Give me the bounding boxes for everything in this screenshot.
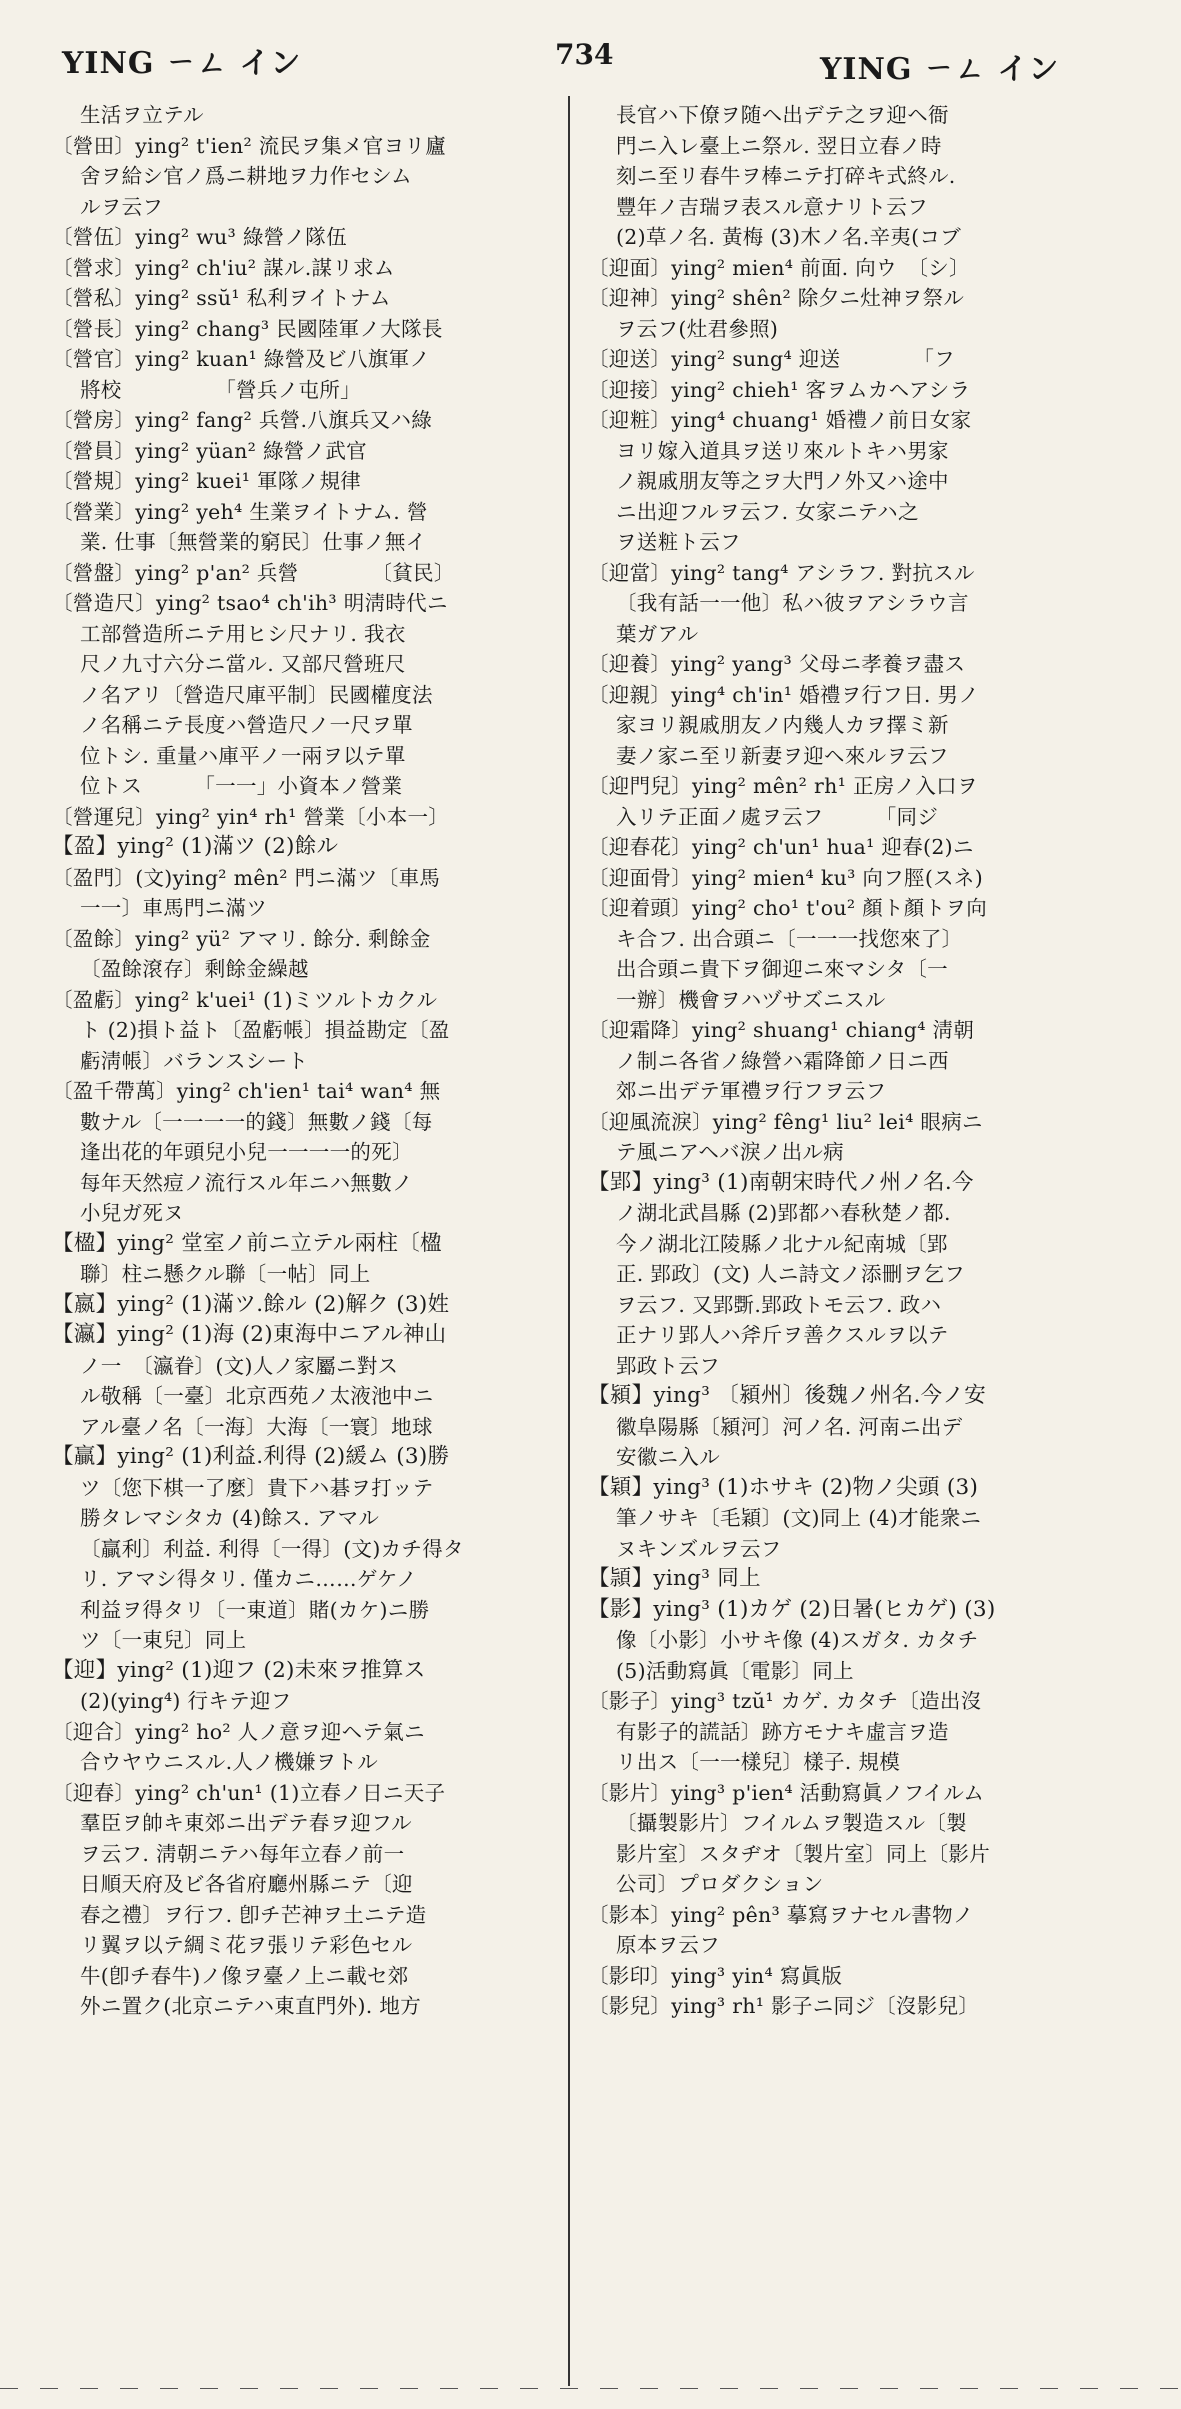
entry-line: 〔迎春花〕ying² ch'un¹ hua¹ 迎春(2)ニ (588, 835, 974, 859)
entry-continuation-line: 公司〕プロダクション (616, 1872, 824, 1896)
entry-line: 〔迎霜降〕ying² shuang¹ chiang⁴ 淸朝 (588, 1018, 975, 1042)
entry-line: 〔盈虧〕ying² k'uei¹ (1)ミツルトカクル (52, 987, 438, 1012)
entry-continuation-line: 尺ノ九寸六分ニ當ル. 又部尺營班尺 (80, 652, 406, 676)
entry-continuation-line: 數ナル〔一一一一的錢〕無數ノ錢〔每 (80, 1109, 433, 1134)
entry-continuation-line: 小兒ガ死ヌ (80, 1201, 184, 1225)
head-entry-line: 【頴】ying³ 同上 (588, 1566, 761, 1591)
entry-continuation-line: ヲ云フ. 又郢斲.郢政トモ云フ. 政ハ (616, 1292, 942, 1317)
page-header (0, 38, 1181, 94)
entry-continuation-line: ヌキンズルヲ云フ (616, 1536, 782, 1561)
entry-continuation-line: 〔我有話一一他〕私ハ彼ヲアシラウ言 (616, 591, 969, 615)
entry-line: 〔營官〕ying² kuan¹ 綠營及ビ八旗軍ノ (52, 347, 431, 371)
entry-continuation-line: ノ一 〔瀛眷〕(文)人ノ家屬ニ對ス (80, 1353, 399, 1378)
entry-continuation-line: 勝タレマシタカ (4)餘ス. アマル (80, 1506, 380, 1530)
entry-continuation-line: 每年天然痘ノ流行スル年ニハ無數ノ (80, 1170, 413, 1195)
entry-continuation-line: 生活ヲ立テル (80, 103, 204, 127)
entry-line: 〔影子〕ying³ tzŭ¹ カゲ. カタチ〔造出沒 (588, 1689, 982, 1713)
entry-continuation-line: 業. 仕事〔無營業的窮民〕仕事ノ無イ (80, 530, 427, 554)
entry-continuation-line: 〔盈餘滾存〕剩餘金繰越 (80, 957, 309, 981)
entry-continuation-line: (2)(ying⁴) 行キテ迎フ (80, 1689, 292, 1713)
entry-line: 〔迎神〕ying² shên² 除夕ニ灶神ヲ祭ル (588, 286, 965, 310)
entry-continuation-line: 外ニ置ク(北京ニテハ東直門外). 地方 (80, 1994, 421, 2018)
entry-line: 〔影兒〕ying³ rh¹ 影子ニ同ジ〔沒影兒〕 (588, 1994, 980, 2018)
entry-continuation-line: ヨリ嫁入道具ヲ送リ來ルトキハ男家 (616, 438, 949, 463)
entry-continuation-line: ノ名アリ〔營造尺庫平制〕民國權度法 (80, 682, 433, 707)
entry-line: 〔盈千帶萬〕ying² ch'ien¹ tai⁴ wan⁴ 無 (52, 1079, 441, 1103)
entry-line: 〔營運兒〕ying² yin⁴ rh¹ 營業〔小本一〕 (52, 804, 450, 829)
head-entry-line: 【盈】ying² (1)滿ツ (2)餘ル (52, 834, 339, 859)
entry-continuation-line: ノ親戚朋友等之ヲ大門ノ外又ハ途中 (616, 469, 949, 493)
entry-line: 〔迎門兒〕ying² mên² rh¹ 正房ノ入口ヲ (588, 774, 978, 798)
entry-continuation-line: 利益ヲ得タリ〔一東道〕賭(カケ)ニ勝 (80, 1597, 430, 1622)
entry-continuation-line: テ風ニアヘバ淚ノ出ル病 (616, 1140, 844, 1164)
entry-continuation-line: 舍ヲ給シ官ノ爲ニ耕地ヲ力作セシム (80, 164, 412, 188)
entry-continuation-line: 徽阜陽縣〔潁河〕河ノ名. 河南ニ出デ (616, 1414, 963, 1439)
entry-continuation-line: 正ナリ郢人ハ斧斤ヲ善クスルヲ以テ (616, 1323, 949, 1347)
right-column (588, 100, 1108, 2390)
entry-continuation-line: 〔贏利〕利益. 利得〔一得〕(文)カチ得タ (80, 1536, 464, 1561)
entry-line: 〔迎親〕ying⁴ ch'in¹ 婚禮ヲ行フ日. 男ノ (588, 682, 980, 707)
entry-continuation-line: ノ名稱ニテ長度ハ營造尺ノ一尺ヲ單 (80, 713, 413, 737)
entry-line: 〔迎風流淚〕ying² fêng¹ liu² lei⁴ 眼病ニ (588, 1109, 983, 1134)
entry-line: 〔營私〕ying² ssŭ¹ 私利ヲイトナム (52, 286, 391, 310)
entry-line: 〔營田〕ying² t'ien² 流民ヲ集メ官ヨリ廬 (52, 133, 446, 158)
entry-line: 〔迎春〕ying² ch'un¹ (1)立春ノ日ニ天子 (52, 1780, 446, 1805)
entry-line: 〔迎接〕ying² chieh¹ 客ヲムカヘアシラ (588, 377, 971, 402)
entry-line: 〔營盤〕ying² p'an² 兵營 〔貧民〕 (52, 560, 455, 585)
entry-continuation-line: 將校 「營兵ノ屯所」 (80, 377, 361, 402)
entry-continuation-line: 郢政ト云フ (616, 1353, 720, 1378)
entry-continuation-line: 豐年ノ吉瑞ヲ表スル意ナリト云フ (616, 194, 928, 219)
entry-continuation-line: 正. 郢政〕(文) 人ニ詩文ノ添刪ヲ乞フ (616, 1262, 966, 1286)
entry-continuation-line: 合ウヤウニスル.人ノ機嫌ヲトル (80, 1750, 379, 1774)
entry-line: 〔迎送〕ying² sung⁴ 迎送 「フ (588, 347, 955, 371)
head-entry-line: 【贏】ying² (1)利益.利得 (2)緩ム (3)勝 (52, 1444, 450, 1469)
entry-continuation-line: 日順天府及ビ各省府廳州縣ニテ〔迎 (80, 1872, 413, 1896)
running-head-right: YING ㄧㄥ イン (820, 52, 1060, 87)
entry-continuation-line: 位トス 「一一」小資本ノ營業 (80, 774, 403, 798)
entry-continuation-line: 逢出花的年頭兒小兒一一一一的死〕 (80, 1140, 413, 1164)
head-entry-line: 【潁】ying³ 〔潁州〕後魏ノ州名.今ノ安 (588, 1383, 987, 1408)
entry-line: 〔盈門〕(文)ying² mên² 門ニ滿ツ〔車馬 (52, 865, 441, 890)
entry-line: 〔營員〕ying² yüan² 綠營ノ武官 (52, 438, 367, 463)
entry-continuation-line: (2)草ノ名. 黃梅 (3)木ノ名.辛夷(コブ (616, 225, 962, 249)
entry-line: 〔迎面骨〕ying² mien⁴ ku³ 向フ脛(スネ) (588, 865, 984, 890)
entry-continuation-line: ノ湖北武昌縣 (2)郢都ハ春秋楚ノ都. (616, 1201, 951, 1225)
entry-continuation-line: リ. アマシ得タリ. 僅カニ……ゲケノ (80, 1567, 418, 1591)
page-number: 734 (555, 38, 614, 71)
entry-continuation-line: 門ニ入レ臺上ニ祭ル. 翌日立春ノ時 (616, 133, 942, 158)
entry-continuation-line: 出合頭ニ貴下ヲ御迎ニ來マシタ〔一 (616, 957, 948, 981)
column-divider (568, 96, 570, 2386)
entry-continuation-line: 〔攝製影片〕フイルムヲ製造スル〔製 (616, 1811, 967, 1835)
entry-continuation-line: 家ヨリ親戚朋友ノ内幾人カヲ擇ミ新 (616, 713, 949, 737)
head-entry-line: 【影】ying³ (1)カゲ (2)日暑(ヒカゲ) (3) (588, 1596, 996, 1622)
entry-line: 〔迎粧〕ying⁴ chuang¹ 婚禮ノ前日女家 (588, 408, 972, 432)
entry-continuation-line: ツ〔您下棋一了麼〕貴下ハ碁ヲ打ッテ (80, 1475, 434, 1500)
entry-continuation-line: リ出ス〔一一樣兒〕樣子. 規模 (616, 1750, 901, 1774)
entry-continuation-line: 郊ニ出デテ軍禮ヲ行フヲ云フ (616, 1079, 887, 1103)
entry-line: 〔營長〕ying² chang³ 民國陸軍ノ大隊長 (52, 316, 443, 341)
entry-continuation-line: 虧淸帳〕バランスシート (80, 1048, 309, 1073)
entry-continuation-line: キ合フ. 出合頭ニ〔一一一找您來了〕 (616, 926, 963, 951)
entry-continuation-line: リ翼ヲ以テ綢ミ花ヲ張リテ彩色セル (80, 1933, 413, 1957)
entry-line: 〔營規〕ying² kuei¹ 軍隊ノ規律 (52, 469, 362, 493)
entry-continuation-line: ル敬稱〔一臺〕北京西苑ノ太液池中ニ (80, 1384, 434, 1408)
entry-continuation-line: ヲ送粧ト云フ (616, 530, 741, 554)
entry-line: 〔迎合〕ying² ho² 人ノ意ヲ迎ヘテ氣ニ (52, 1719, 425, 1744)
entry-continuation-line: ヲ云フ. 淸朝ニテハ每年立春ノ前一 (80, 1841, 405, 1866)
head-entry-line: 【嬴】ying² (1)滿ツ.餘ル (2)解ク (3)姓 (52, 1291, 450, 1317)
entry-continuation-line: 安徽ニ入ル (616, 1445, 720, 1469)
entry-continuation-line: 葉ガアル (616, 621, 699, 646)
entry-continuation-line: ニ出迎フルヲ云フ. 女家ニテハ之 (616, 499, 919, 524)
head-entry-line: 【迎】ying² (1)迎フ (2)未來ヲ推算ス (52, 1657, 426, 1683)
entry-continuation-line: ツ〔一東兒〕同上 (80, 1628, 247, 1652)
entry-continuation-line: ヲ云フ(灶君參照) (616, 316, 779, 341)
entry-continuation-line: 位トシ. 重量ハ庫平ノ一兩ヲ以テ單 (80, 743, 406, 768)
head-entry-line: 【瀛】ying² (1)海 (2)東海中ニアル神山 (52, 1322, 447, 1347)
entry-continuation-line: 聯〕柱ニ懸クル聯〔一帖〕同上 (80, 1262, 371, 1286)
entry-continuation-line: (5)活動寫眞〔電影〕同上 (616, 1658, 854, 1683)
entry-line: 〔營伍〕ying² wu³ 綠營ノ隊伍 (52, 225, 347, 249)
entry-continuation-line: 今ノ湖北江陵縣ノ北ナル紀南城〔郢 (616, 1231, 948, 1256)
entry-continuation-line: 長官ハ下僚ヲ随ヘ出デテ之ヲ迎ヘ衙 (616, 103, 949, 127)
entry-continuation-line: 春之禮〕ヲ行フ. 卽チ芒神ヲ土ニテ造 (80, 1902, 427, 1927)
entry-continuation-line: 有影子的謊話〕跡方モナキ虛言ヲ造 (616, 1719, 949, 1744)
entry-continuation-line: 羣臣ヲ帥キ東郊ニ出デテ春ヲ迎フル (80, 1811, 412, 1835)
left-column (52, 100, 552, 2390)
bottom-rule (0, 2388, 1181, 2389)
entry-continuation-line: 刻ニ至リ春牛ヲ棒ニテ打碎キ式終ル. (616, 164, 956, 188)
running-head-left: YING ㄧㄥ イン (62, 46, 302, 81)
entry-continuation-line: 像〔小影〕小サキ像 (4)スガタ. カタチ (616, 1628, 979, 1652)
entry-line: 〔影本〕ying² pên³ 摹寫ヲナセル書物ノ (588, 1902, 974, 1927)
entry-continuation-line: 工部營造所ニテ用ヒシ尺ナリ. 我衣 (80, 621, 406, 646)
entry-line: 〔盈餘〕ying² yü² アマリ. 餘分. 剩餘金 (52, 926, 431, 951)
head-entry-line: 【楹】ying² 堂室ノ前ニ立テル兩柱〔楹 (52, 1230, 442, 1256)
entry-continuation-line: ノ制ニ各省ノ綠營ハ霜降節ノ日ニ西 (616, 1048, 949, 1073)
entry-continuation-line: 牛(卽チ春牛)ノ像ヲ臺ノ上ニ載セ郊 (80, 1963, 409, 1988)
entry-line: 〔營房〕ying² fang² 兵營.八旗兵又ハ綠 (52, 408, 433, 432)
head-entry-line: 【郢】ying³ (1)南朝宋時代ノ州ノ名.今 (588, 1169, 974, 1195)
entry-continuation-line: 入リテ正面ノ處ヲ云フ 「同ジ (616, 804, 939, 829)
entry-line: 〔迎當〕ying² tang⁴ アシラフ. 對抗スル (588, 560, 975, 585)
entry-continuation-line: 原本ヲ云フ (616, 1933, 720, 1957)
entry-line: 〔影印〕ying³ yin⁴ 寫眞版 (588, 1963, 843, 1988)
head-entry-line: 【穎】ying³ (1)ホサキ (2)物ノ尖頭 (3) (588, 1474, 979, 1500)
entry-continuation-line: ト (2)損ト益ト〔盈虧帳〕損益勘定〔盈 (80, 1018, 450, 1042)
entry-continuation-line: 一一〕車馬門ニ滿ツ (80, 896, 268, 920)
entry-line: 〔影片〕ying³ p'ien⁴ 活動寫眞ノフイルム (588, 1780, 985, 1805)
entry-continuation-line: アル臺ノ名〔一海〕大海〔一寰〕地球 (80, 1414, 433, 1439)
entry-line: 〔迎養〕ying² yang³ 父母ニ孝養ヲ盡ス (588, 652, 966, 676)
entry-continuation-line: 影片室〕スタヂオ〔製片室〕同上〔影片 (616, 1841, 990, 1866)
entry-continuation-line: 一辦〕機會ヲハヅサズニスル (616, 987, 886, 1012)
entry-line: 〔營造尺〕ying² tsao⁴ ch'ih³ 明淸時代ニ (52, 591, 448, 615)
entry-line: 〔迎面〕ying² mien⁴ 前面. 向ウ 〔シ〕 (588, 255, 970, 280)
entry-continuation-line: 筆ノサキ〔毛穎〕(文)同上 (4)才能衆ニ (616, 1506, 982, 1530)
entry-continuation-line: ルヲ云フ (80, 194, 164, 219)
entry-line: 〔迎着頭〕ying² cho¹ t'ou² 顏ト顏トヲ向 (588, 896, 988, 920)
entry-line: 〔營業〕ying² yeh⁴ 生業ヲイトナム. 營 (52, 499, 428, 524)
entry-continuation-line: 妻ノ家ニ至リ新妻ヲ迎ヘ來ルヲ云フ (616, 743, 949, 768)
entry-line: 〔營求〕ying² ch'iu² 謀ル.謀リ求ム (52, 255, 395, 280)
